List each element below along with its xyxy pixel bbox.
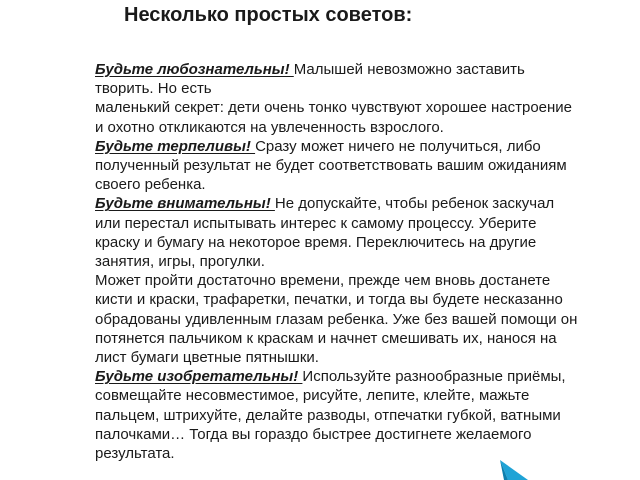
tip-1-heading: Будьте любознательны! [95, 61, 294, 78]
tip-1-line-4: и охотно откликаются на увлеченность взрослого. [95, 118, 444, 136]
page-title: Несколько простых советов: [124, 4, 413, 26]
tip-2-text: Сразу может ничего не получиться, либо [255, 137, 541, 155]
tip-3-line-1 [95, 194, 640, 213]
tip-2-line-2: полученный результат не будет соответствовать вашим ожиданиям [95, 157, 567, 175]
tip-1-line-3: маленький секрет: дети очень тонко чувствуют хорошее настроение [95, 99, 573, 117]
tip-4-heading: Будьте изобретательны! [95, 368, 303, 386]
tips-body [95, 60, 640, 463]
tip-4-line-4: палочками… Тогда вы гораздо быстрее достигнете желаемого [95, 425, 532, 443]
tip-3-line-7: обрадованы удивленным глазам ребенка. Уже без вашей помощи он [95, 310, 578, 328]
tip-4-line-3: пальцем, штрихуйте, делайте разводы, отпечатки губкой, ватными [95, 406, 561, 424]
tip-4-text: Используйте разнообразные приёмы, [302, 368, 566, 386]
tip-1-line-1 [95, 60, 640, 79]
tip-3-line-5: Может пройти достаточно времени, прежде чем вновь достанете [95, 272, 551, 290]
tip-3-line-4: занятия, игры, прогулки. [95, 253, 265, 271]
tip-3-line-2: или перестал испытывать интерес к самому процессу. Уберите [95, 214, 537, 232]
tip-3-line-8: потянется пальчиком к краскам и начнет смешивать их, нанося на [95, 329, 557, 347]
tip-3-line-3: краску и бумагу на некоторое время. Переключитесь на другие [95, 233, 537, 251]
pointer-arrow-icon [494, 458, 534, 480]
tip-3-text: Не допускайте, чтобы ребенок заскучал [274, 195, 555, 213]
tip-1-line-2: творить. Но есть [95, 80, 212, 98]
tip-3-line-9: лист бумаги цветные пятнышки. [95, 349, 319, 367]
tip-2-line-1 [95, 137, 640, 156]
tip-4-line-2: совмещайте несовместимое, рисуйте, лепите, клейте, мажьте [95, 387, 530, 405]
tip-3-line-6: кисти и краски, трафаретки, печатки, и тогда вы будете несказанно [95, 291, 563, 309]
tip-4-line-5: результата. [95, 445, 175, 463]
tip-2-heading: Будьте терпеливы! [95, 137, 256, 155]
tip-3-heading: Будьте внимательны! [95, 195, 275, 213]
tip-1-text: Малышей невозможно заставить [293, 61, 525, 78]
tip-4-line-1 [95, 367, 640, 386]
tip-2-line-3: своего ребенка. [95, 176, 206, 194]
